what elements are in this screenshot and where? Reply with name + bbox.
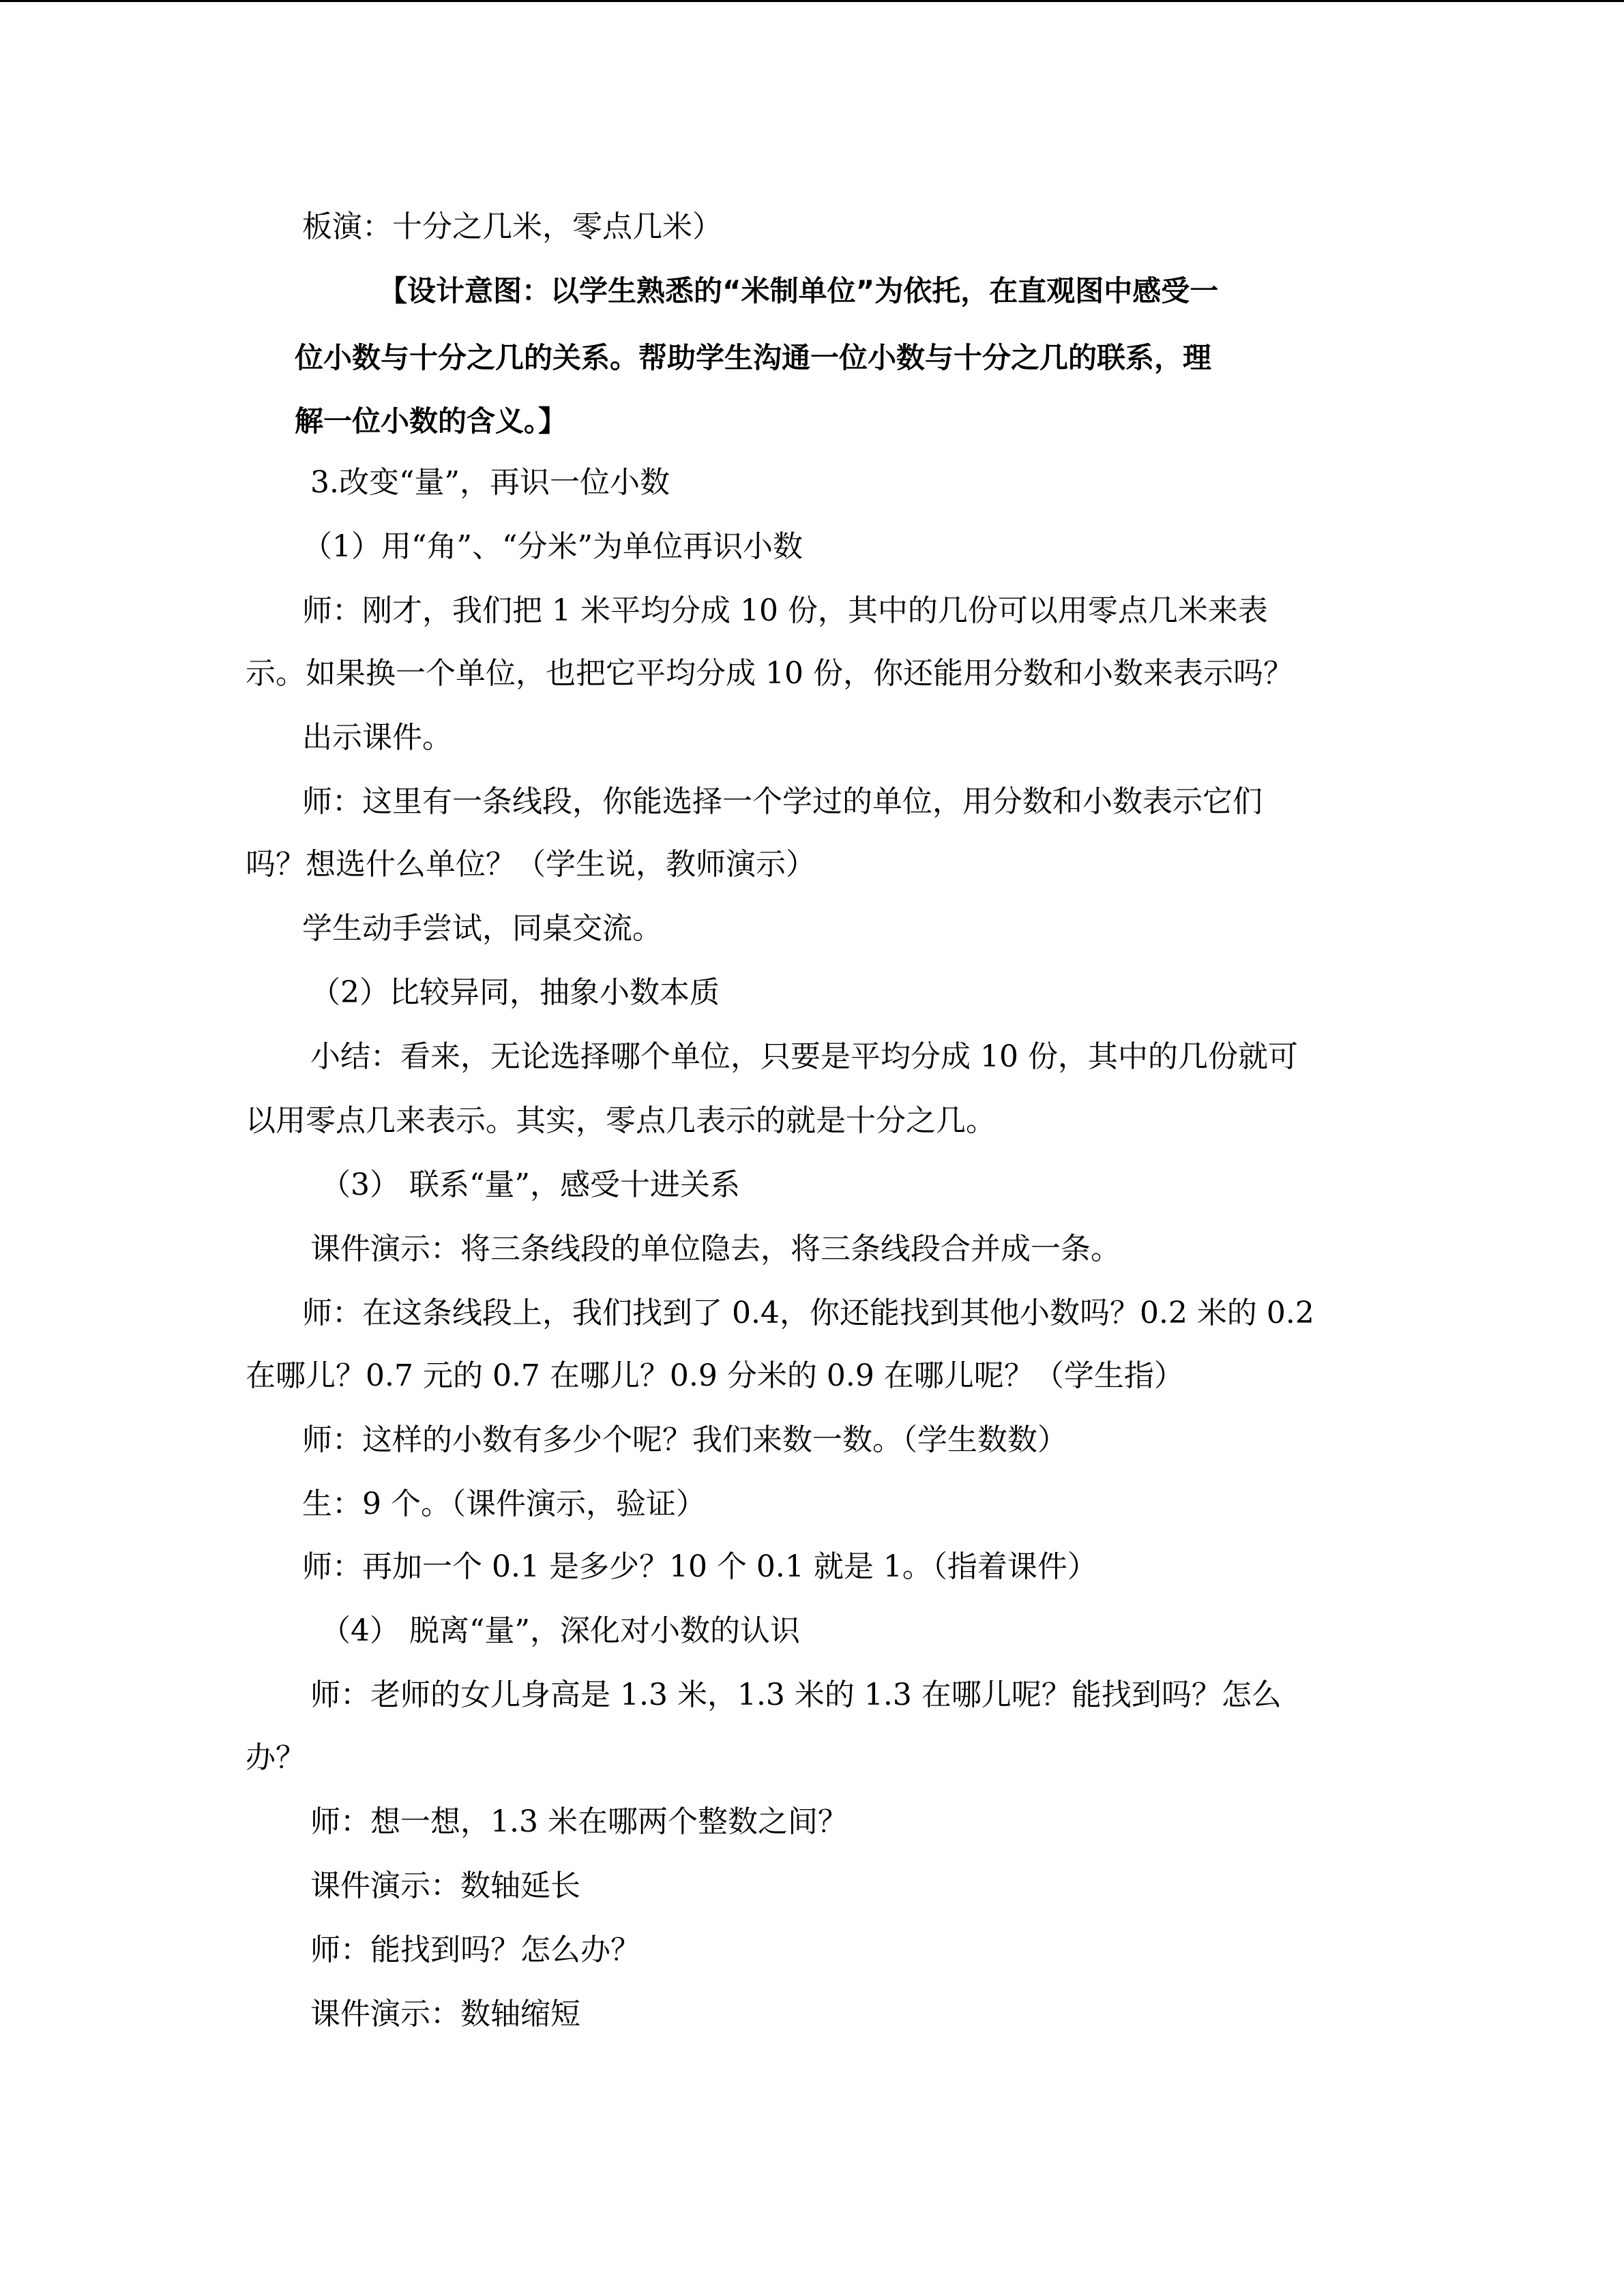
text-line: 出示课件。: [302, 720, 452, 755]
text-line: 师：这样的小数有多少个呢？我们来数一数。（学生数数）: [302, 1422, 1067, 1457]
text-line: 师：能找到吗？怎么办？: [310, 1933, 640, 1967]
text-line: 在哪儿？0.7 元的 0.7 在哪儿？0.9 分米的 0.9 在哪儿呢？（学生指）: [246, 1358, 1184, 1393]
text-line: 吗？想选什么单位？（学生说，教师演示）: [246, 847, 816, 882]
text-line: 师：老师的女儿身高是 1.3 米，1.3 米的 1.3 在哪儿呢？能找到吗？怎么: [310, 1678, 1282, 1712]
section-heading: 3.改变“量”，再识一位小数: [310, 465, 670, 500]
subsection-heading: （3） 联系“量”，感受十进关系: [321, 1167, 740, 1202]
subsection-heading: （1）用“角”、“分米”为单位再识小数: [302, 529, 803, 564]
text-line: 师：刚才，我们把 1 米平均分成 10 份，其中的几份可以用零点几米来表: [302, 593, 1268, 628]
text-line: 小结：看来，无论选择哪个单位，只要是平均分成 10 份，其中的几份就可: [310, 1039, 1298, 1074]
text-line: 以用零点几来表示。其实，零点几表示的就是十分之几。: [246, 1103, 996, 1138]
text-line: 师：在这条线段上，我们找到了 0.4，你还能找到其他小数吗？0.2 米的 0.2: [302, 1296, 1314, 1330]
subsection-heading: （2）比较异同，抽象小数本质: [310, 975, 720, 1010]
text-line: 生：9 个。（课件演示，验证）: [302, 1487, 706, 1521]
text-line: 板演：十分之几米，零点几米）: [302, 209, 722, 244]
subsection-heading: （4） 脱离“量”，深化对小数的认识: [321, 1613, 800, 1648]
text-line: 课件演示：将三条线段的单位隐去，将三条线段合并成一条。: [310, 1232, 1121, 1266]
design-intent-line: 位小数与十分之几的关系。帮助学生沟通一位小数与十分之几的联系，理: [295, 341, 1212, 374]
text-line: 办？: [246, 1740, 306, 1775]
text-line: 师：想一想，1.3 米在哪两个整数之间？: [310, 1804, 848, 1839]
text-line: 课件演示：数轴延长: [310, 1868, 580, 1903]
text-line: 课件演示：数轴缩短: [310, 1997, 580, 2031]
text-line: 师：再加一个 0.1 是多少？10 个 0.1 就是 1。（指着课件）: [302, 1549, 1097, 1584]
page-top-border: [0, 0, 1624, 2]
text-line: 示。如果换一个单位，也把它平均分成 10 份，你还能用分数和小数来表示吗？: [246, 656, 1293, 691]
text-line: 学生动手尝试，同桌交流。: [302, 911, 662, 946]
design-intent-line: 解一位小数的含义。】: [295, 404, 567, 438]
text-line: 师：这里有一条线段，你能选择一个学过的单位，用分数和小数表示它们: [302, 784, 1263, 819]
design-intent-line: 【设计意图：以学生熟悉的“米制单位”为依托，在直观图中感受一: [379, 274, 1219, 308]
